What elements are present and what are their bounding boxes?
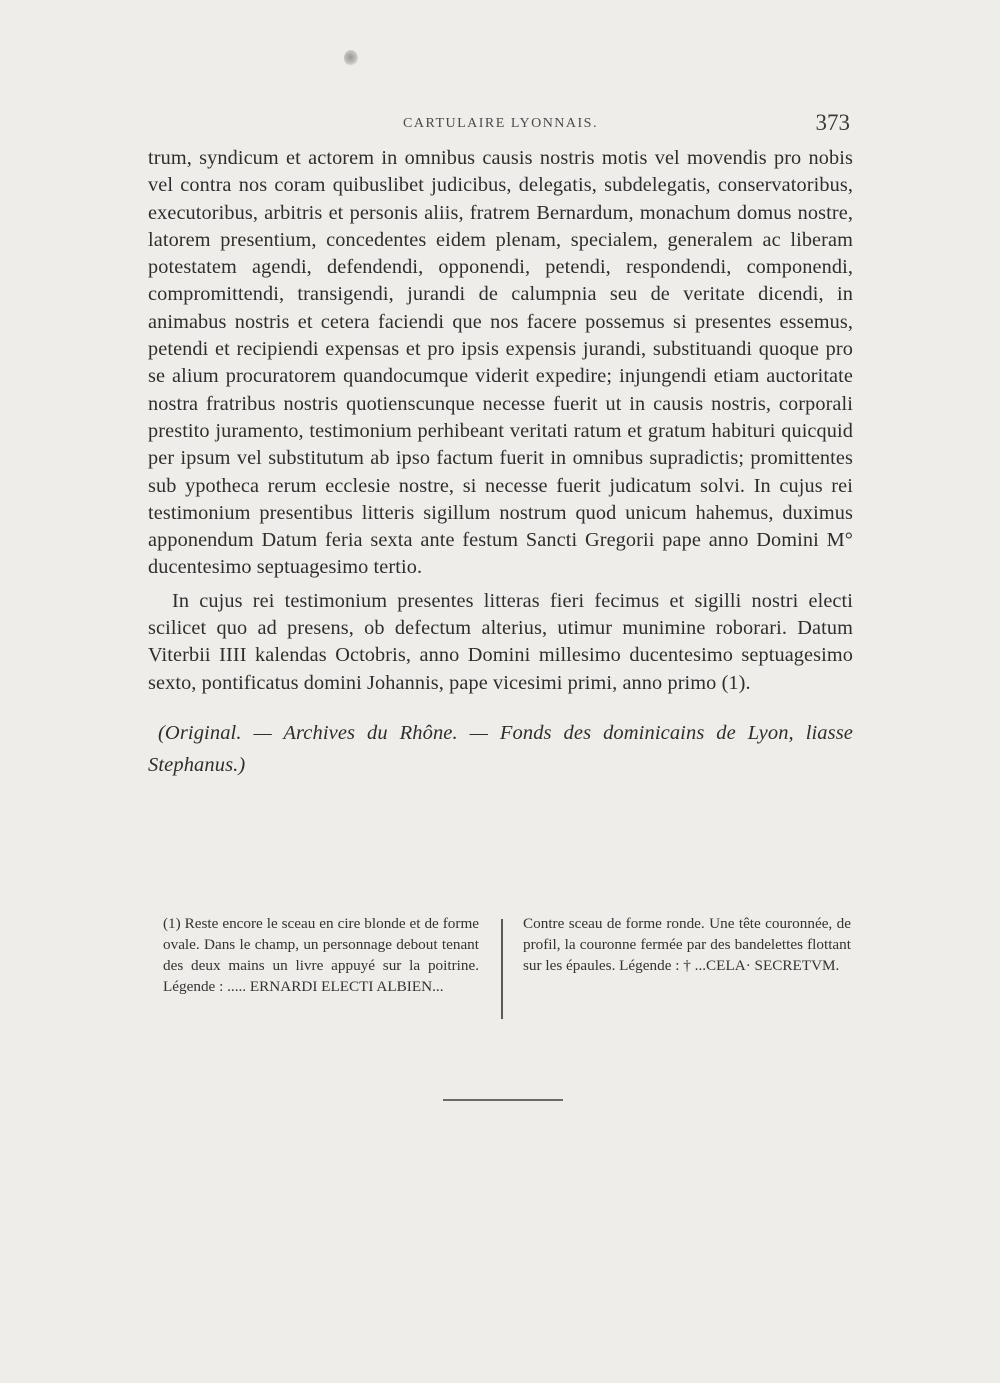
footnotes	[163, 913, 853, 1023]
paragraph-sealing: In cujus rei testimonium presentes litteras fieri fecimus et sigilli nostri electi scilicet quo ad presens, ob defectum alterius, utimur munimine roborari. Datum Viterbii IIII kalendas Octobris, anno Domini millesimo ducentesimo septuagesimo sexto, pontificatus domini Johannis, pape vicesimi primi, anno primo (1).	[148, 589, 853, 694]
running-head	[148, 112, 853, 142]
running-title: CARTULAIRE LYONNAIS.	[403, 116, 598, 131]
ink-blot	[344, 50, 358, 66]
end-rule	[443, 1099, 563, 1101]
footnote-column-divider	[501, 919, 503, 1019]
paragraph-charter: trum, syndicum et actorem in omnibus causis nostris motis vel movendis pro nobis vel contra nos coram quibuslibet judicibus, delegatis, subdelegatis, conservatoribus, executoribus, arbitris et personis aliis, fratrem Bernardum, monachum domus nostre, latorem presentium, concedentes eidem plenam, specialem, generalem ac liberam potestatem agendi, defendendi, opponendi, petendi, respondendi, componendi, compromittendi, transigendi, jurandi de calumpnia seu de veritate dicendi, in animabus nostris et cetera faciendi que nos facere possemus si presentes essemus, petendi et recipiendi expensas et pro ipsis expensis jurandi, substituandi quoque pro se alium procuratorem quandocumque viderit expedire; injungendi etiam auctoritate nostra fratribus nostris quotienscunque necesse fuerit ut in causis nostris, corporali prestito juramento, testimonium perhibeant veritati ratum et gratum habituri quicquid per ipsum vel substitutum ab ipso factum fuerit in omnibus supradictis; promittentes sub ypotheca rerum ecclesie nostre, si necesse fuerit judicatum solvi. In cujus rei testimonium presentibus litteris sigillum nostrum quod unicum hahemus, duximus apponendum Datum feria sexta ante festum Sancti Gregorii pape anno Domini M° ducentesimo septuagesimo tertio.	[148, 147, 853, 579]
page-number: 373	[815, 110, 850, 135]
footnote-counterseal-description: Contre sceau de forme ronde. Une tête couronnée, de profil, la couronne fermée par des bandelettes flottant sur les épaules. Légende : † ...CELA· SECRETVM.	[523, 915, 851, 974]
source-citation: (Original. — Archives du Rhône. — Fonds des dominicains de Lyon, liasse Stephanus.)	[148, 721, 853, 776]
body-text	[148, 145, 853, 781]
footnote-seal-description: (1) Reste encore le sceau en cire blonde et de forme ovale. Dans le champ, un personnage debout tenant des deux mains un livre appuyé sur la poitrine. Légende : ..... ERNARDI ELECTI ALBIEN...	[163, 915, 479, 995]
